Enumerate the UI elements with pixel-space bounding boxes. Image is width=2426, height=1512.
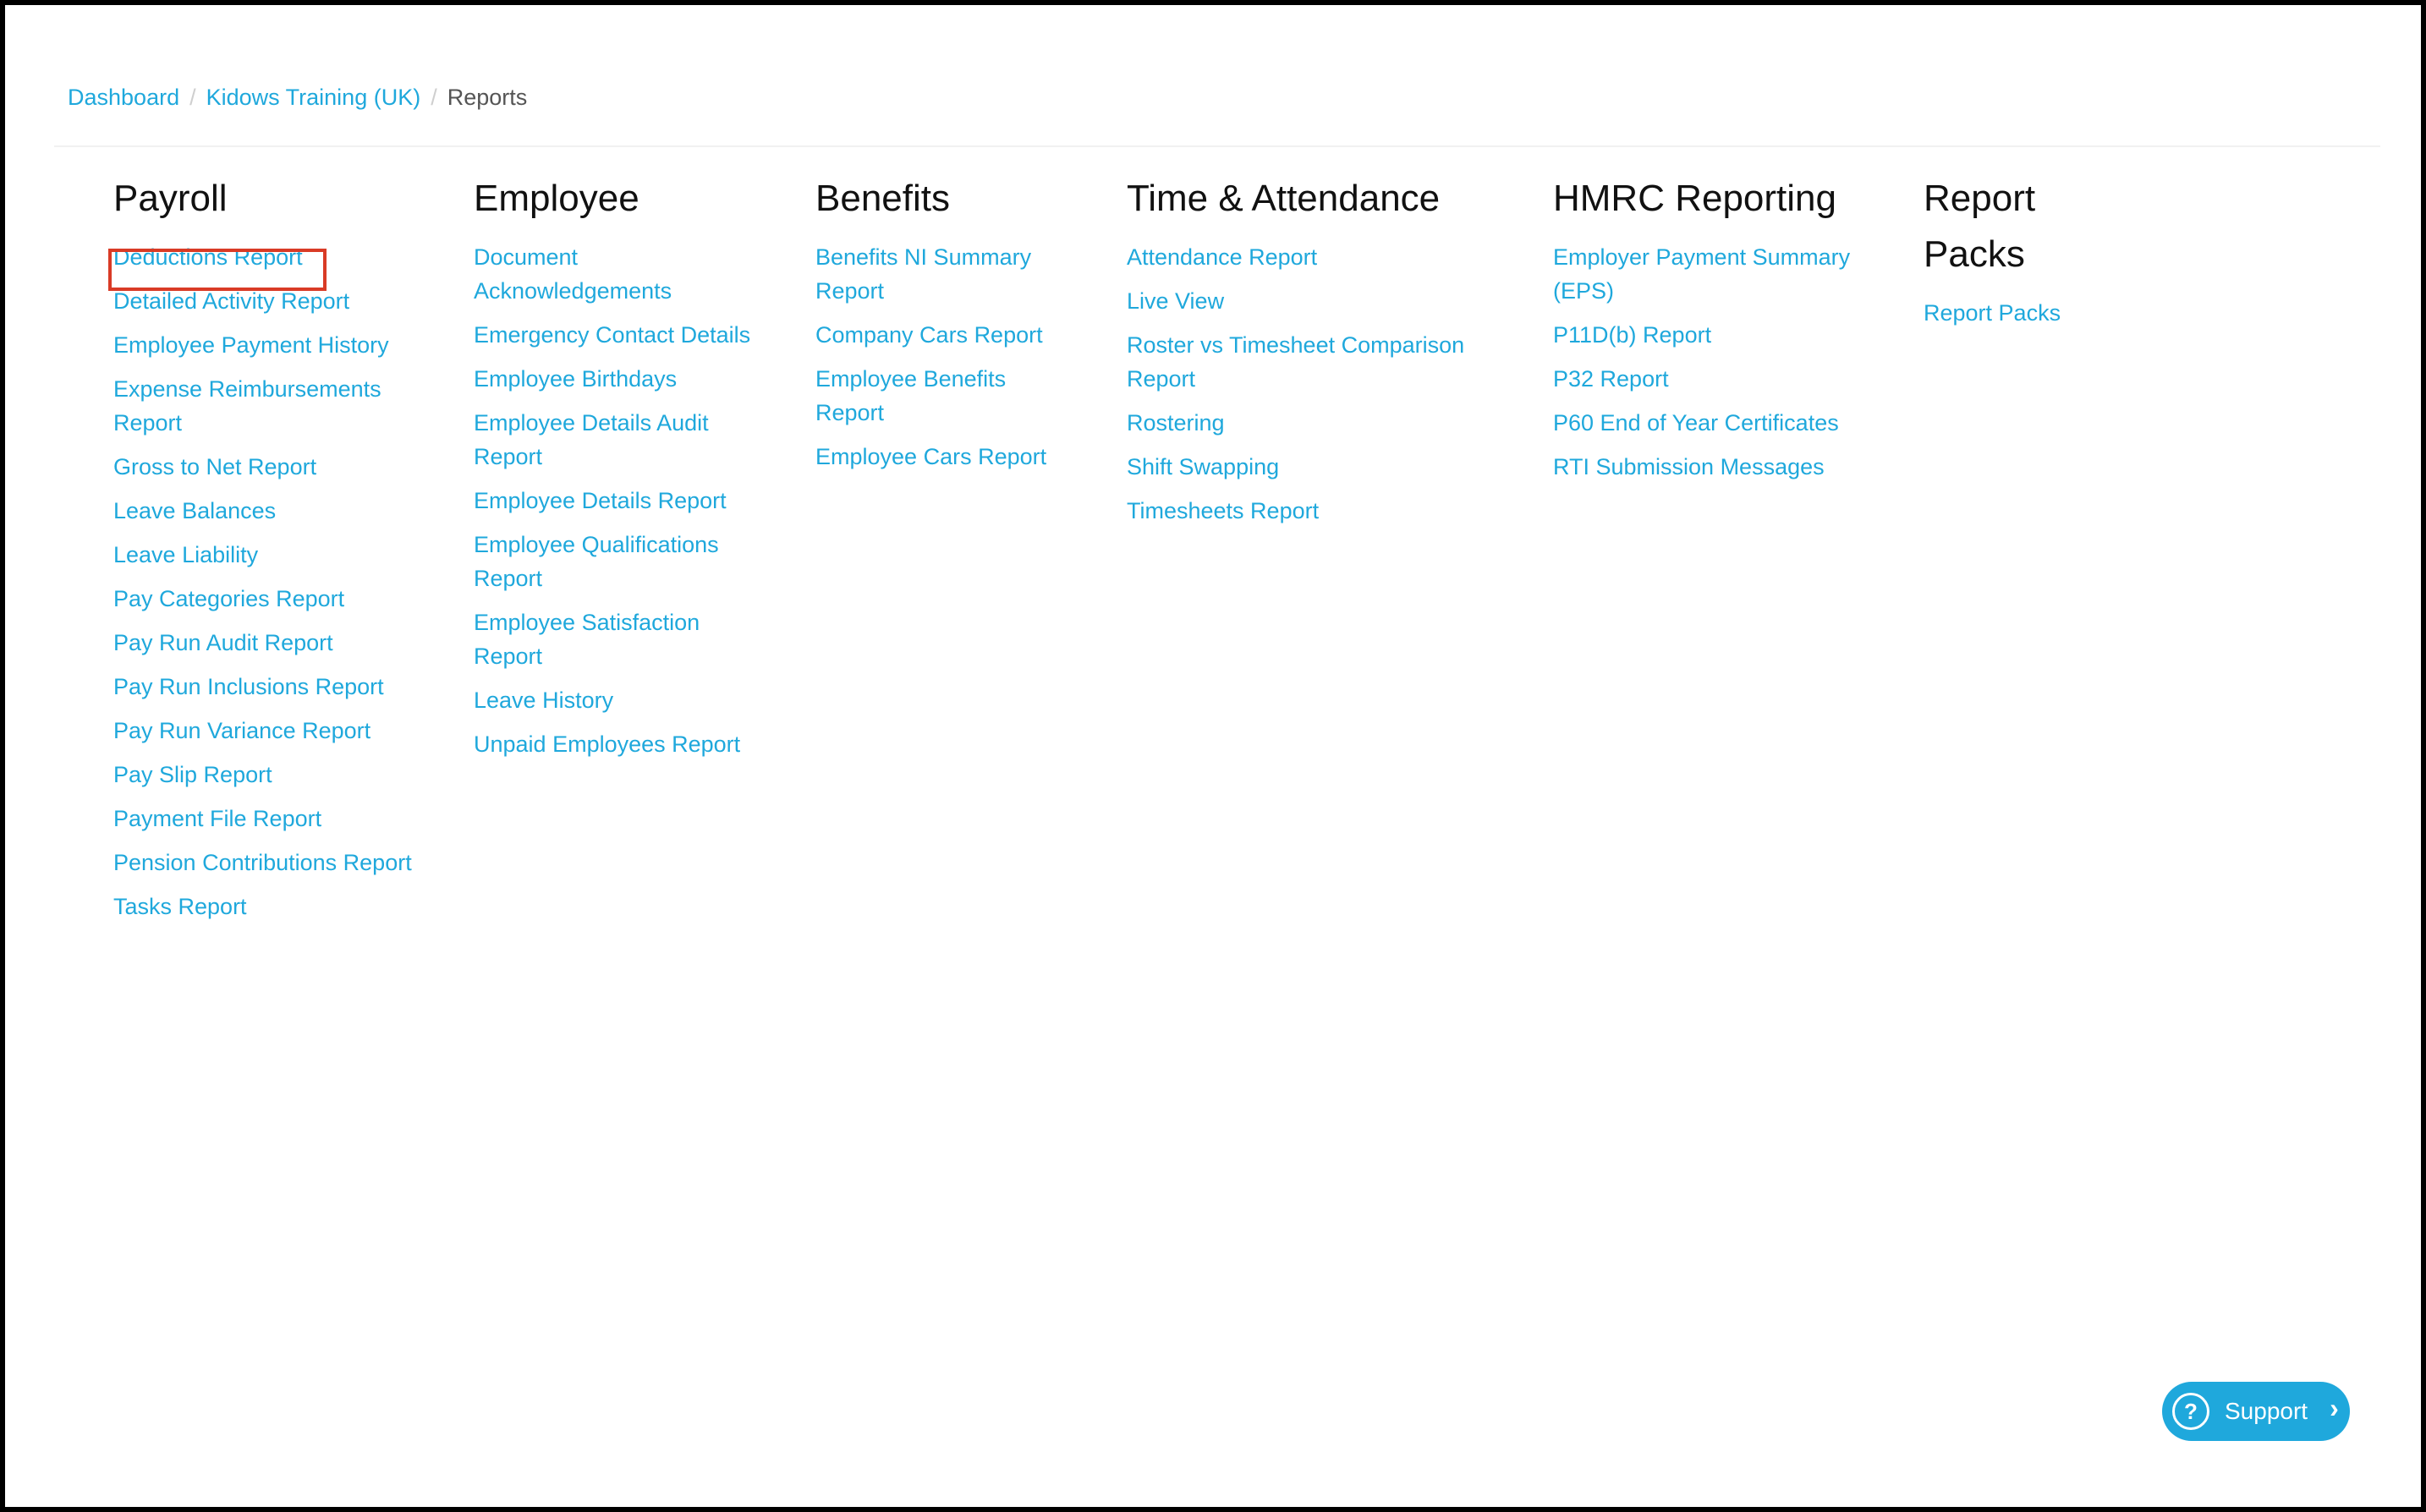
report-link-leave-history[interactable]: Leave History bbox=[474, 688, 614, 713]
header-divider bbox=[54, 145, 2380, 147]
report-link-emergency-contact-details[interactable]: Emergency Contact Details bbox=[474, 322, 751, 348]
report-link-unpaid-employees[interactable]: Unpaid Employees Report bbox=[474, 731, 741, 757]
report-link-rti-submission-messages[interactable]: RTI Submission Messages bbox=[1553, 454, 1825, 479]
report-link-pay-categories[interactable]: Pay Categories Report bbox=[113, 586, 345, 611]
report-link-deductions[interactable]: Deductions Report bbox=[113, 244, 303, 270]
report-link-report-packs[interactable]: Report Packs bbox=[1924, 300, 2061, 326]
support-button[interactable] bbox=[2162, 1382, 2350, 1441]
report-link-timesheets[interactable]: Timesheets Report bbox=[1127, 498, 1320, 523]
benefits-heading: Benefits bbox=[815, 178, 950, 219]
report-link-roster-vs-timesheet[interactable]: Roster vs Timesheet Comparison Report bbox=[1127, 332, 1465, 392]
report-link-eps[interactable]: Employer Payment Summary (EPS) bbox=[1553, 244, 1851, 304]
support-label: Support bbox=[2225, 1398, 2308, 1424]
employee-heading: Employee bbox=[474, 178, 639, 219]
breadcrumb bbox=[68, 79, 527, 115]
report-link-live-view[interactable]: Live View bbox=[1127, 288, 1225, 314]
benefits-column bbox=[815, 171, 1086, 484]
highlight-box bbox=[108, 249, 327, 291]
breadcrumb-business[interactable]: Kidows Training (UK) bbox=[206, 85, 421, 110]
hmrc-report-list bbox=[1553, 240, 1891, 484]
report-link-employee-birthdays[interactable]: Employee Birthdays bbox=[474, 366, 678, 392]
report-link-tasks[interactable]: Tasks Report bbox=[113, 894, 247, 919]
time-attendance-heading: Time & Attendance bbox=[1127, 178, 1441, 219]
report-link-company-cars[interactable]: Company Cars Report bbox=[815, 322, 1043, 348]
report-link-employee-cars[interactable]: Employee Cars Report bbox=[815, 444, 1047, 469]
report-link-benefits-ni-summary[interactable]: Benefits NI Summary Report bbox=[815, 244, 1032, 304]
report-link-gross-to-net[interactable]: Gross to Net Report bbox=[113, 454, 317, 479]
report-link-employee-satisfaction[interactable]: Employee Satisfaction Report bbox=[474, 610, 700, 669]
hmrc-reporting-heading: HMRC Reporting bbox=[1553, 178, 1836, 219]
benefits-report-list bbox=[815, 240, 1086, 474]
chevron-right-icon: › bbox=[2330, 1392, 2339, 1423]
report-link-pay-run-inclusions[interactable]: Pay Run Inclusions Report bbox=[113, 674, 384, 699]
report-link-employee-details-audit[interactable]: Employee Details Audit Report bbox=[474, 410, 709, 469]
report-link-p11db[interactable]: P11D(b) Report bbox=[1553, 322, 1712, 348]
report-packs-list bbox=[1924, 296, 2093, 330]
report-link-pay-run-audit[interactable]: Pay Run Audit Report bbox=[113, 630, 333, 655]
hmrc-reporting-column bbox=[1553, 171, 1891, 494]
time-attendance-report-list bbox=[1127, 240, 1499, 528]
report-link-pay-run-variance[interactable]: Pay Run Variance Report bbox=[113, 718, 371, 743]
report-link-leave-balances[interactable]: Leave Balances bbox=[113, 498, 277, 523]
report-link-p60-certificates[interactable]: P60 End of Year Certificates bbox=[1553, 410, 1839, 436]
report-link-employee-payment-history[interactable]: Employee Payment History bbox=[113, 332, 389, 358]
report-packs-column bbox=[1924, 171, 2093, 340]
report-link-employee-benefits[interactable]: Employee Benefits Report bbox=[815, 366, 1007, 425]
report-link-rostering[interactable]: Rostering bbox=[1127, 410, 1225, 436]
report-link-expense-reimbursements[interactable]: Expense Reimbursements Report bbox=[113, 376, 381, 436]
report-link-employee-qualifications[interactable]: Employee Qualifications Report bbox=[474, 532, 719, 591]
breadcrumb-dashboard[interactable]: Dashboard bbox=[68, 85, 180, 110]
report-link-p32[interactable]: P32 Report bbox=[1553, 366, 1669, 392]
breadcrumb-separator: / bbox=[189, 85, 196, 110]
report-link-pay-slip[interactable]: Pay Slip Report bbox=[113, 762, 272, 787]
report-link-pension-contributions[interactable]: Pension Contributions Report bbox=[113, 850, 412, 875]
time-attendance-column bbox=[1127, 171, 1499, 538]
breadcrumb-current: Reports bbox=[447, 85, 528, 110]
report-link-detailed-activity[interactable]: Detailed Activity Report bbox=[113, 288, 350, 314]
employee-column bbox=[474, 171, 770, 771]
report-link-payment-file[interactable]: Payment File Report bbox=[113, 806, 322, 831]
question-circle-icon: ? bbox=[2172, 1393, 2209, 1430]
report-packs-heading: Report Packs bbox=[1924, 178, 2036, 275]
report-link-leave-liability[interactable]: Leave Liability bbox=[113, 542, 259, 567]
report-link-employee-details[interactable]: Employee Details Report bbox=[474, 488, 727, 513]
report-link-shift-swapping[interactable]: Shift Swapping bbox=[1127, 454, 1280, 479]
report-link-attendance[interactable]: Attendance Report bbox=[1127, 244, 1318, 270]
payroll-heading: Payroll bbox=[113, 178, 228, 219]
report-link-document-acknowledgements[interactable]: Document Acknowledgements bbox=[474, 244, 672, 304]
breadcrumb-separator: / bbox=[431, 85, 437, 110]
payroll-report-list bbox=[113, 240, 435, 923]
employee-report-list bbox=[474, 240, 770, 761]
